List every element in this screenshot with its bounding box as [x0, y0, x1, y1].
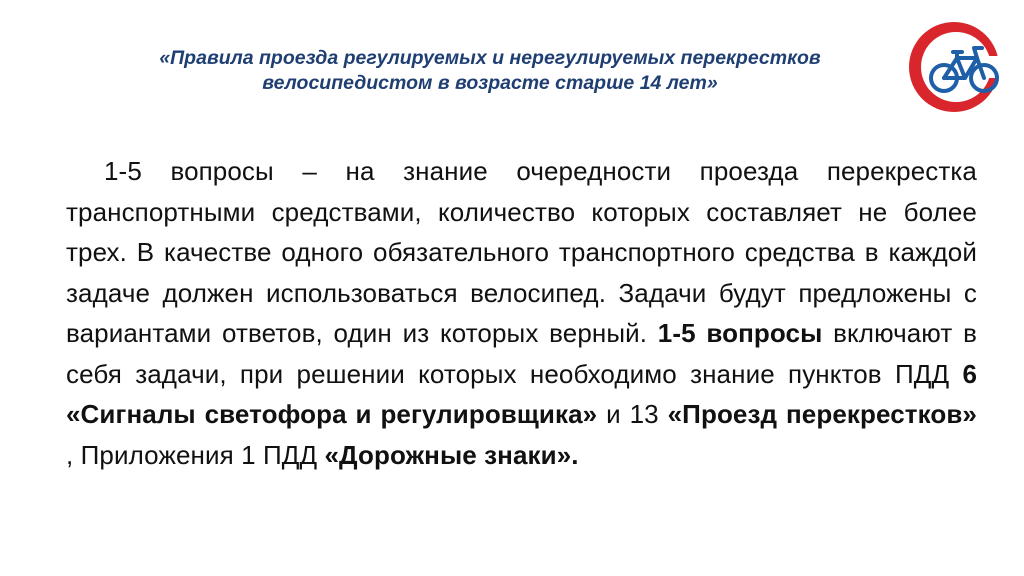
body-paragraph [66, 151, 977, 475]
slide-header [60, 46, 920, 96]
body-bold-segment: 1-5 вопросы [657, 318, 823, 348]
body-text-segment: , Приложения 1 ПДД [66, 439, 325, 470]
header-title-line-1: «Правила проезда регулируемых и нерегулируемых перекрестков [159, 47, 821, 69]
body-bold-segment: «Дорожные знаки». [324, 439, 579, 470]
body-bold-segment: «Проезд перекрестков» [667, 399, 977, 429]
header-title-line-2: велосипедистом в возрасте старше 14 лет» [262, 72, 718, 94]
body-bold-segment: 6 «Сигналы светофора и регулировщика» [66, 358, 977, 429]
bicycle-icon [898, 20, 1008, 114]
bicycle-logo [898, 20, 1008, 114]
body-text-segment: 1-5 вопросы – на знание очередности проезда перекрестка транспортными средствами, количество которых составляет не более трех. В качестве одного обязательного транспортного средства в каждой задаче должен использоваться велосипед. Задачи будут предложены с вариантами ответов, один из которых верный. [66, 156, 977, 348]
body-text-segment: включают в себя задачи, при решении которых необходимо знание пунктов ПДД [66, 318, 977, 389]
body-text-segment: и 13 [597, 399, 668, 429]
